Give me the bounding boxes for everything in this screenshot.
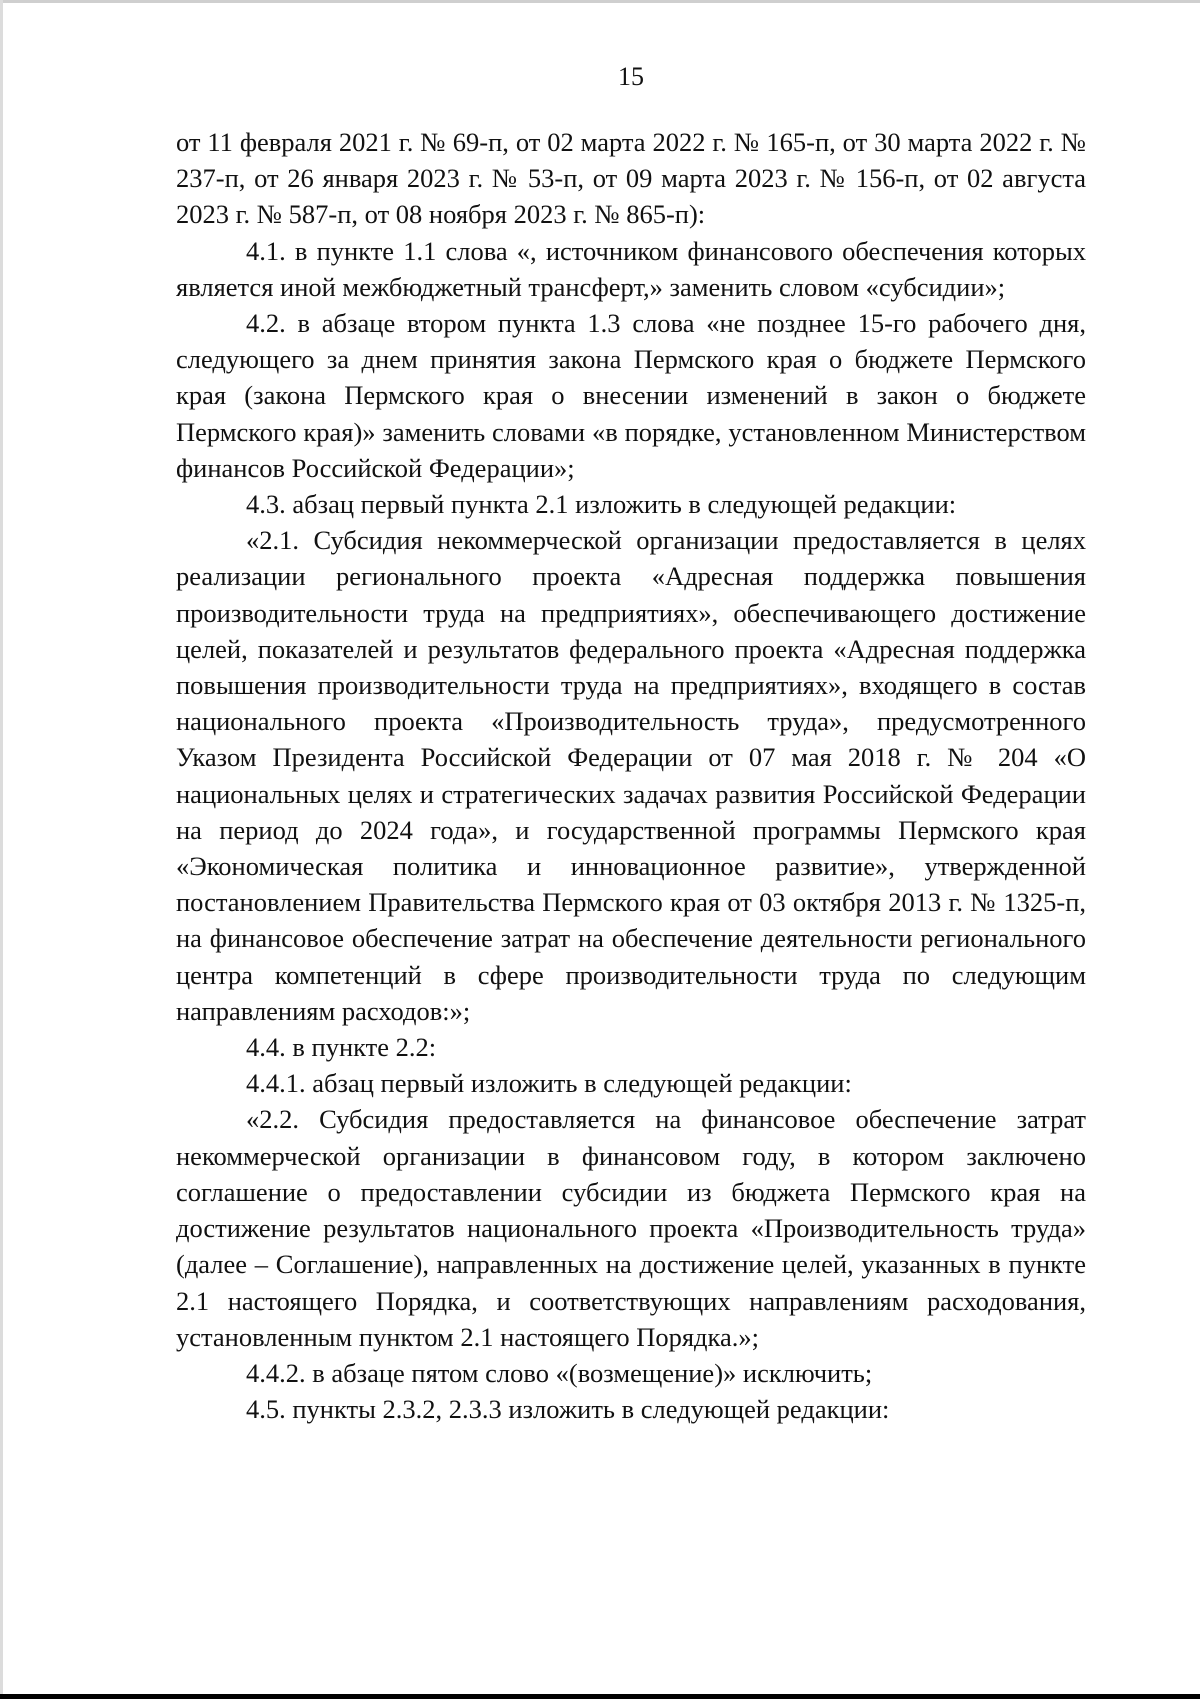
- scan-edge-top: [0, 0, 1200, 3]
- paragraph-4-4: 4.4. в пункте 2.2:: [246, 1032, 437, 1063]
- paragraph-4-3: 4.3. абзац первый пункта 2.1 изложить в следующей редакции:: [246, 489, 957, 520]
- paragraph-4-4-2: 4.4.2. в абзаце пятом слово «(возмещение)» исключить;: [246, 1357, 873, 1388]
- paragraph-4-4-1: 4.4.1. абзац первый изложить в следующей редакции:: [246, 1068, 852, 1099]
- paragraph-4-1: 4.1. в пункте 1.1 слова «, источником финансового обеспечения которых является иной межбюджетный трансферт,» заменить словом «субсидии»;: [176, 235, 1086, 302]
- document-body: [176, 124, 1086, 1427]
- scan-edge-left: [0, 0, 3, 1699]
- scan-edge-bottom: [0, 1694, 1200, 1699]
- paragraph-2-1-quote: «2.1. Субсидия некоммерческой организации предоставляется в целях реализации регионального проекта «Адресная поддержка повышения производительности труда на предприятиях», обеспечивающего достижение целей, показателей и результатов федерального проекта «Адресная поддержка повышения производительности труда на предприятиях», входящего в состав национального проекта «Производительность труда», предусмотренного Указом Президента Российской Федерации от 07 мая 2018 г. № 204 «О национальных целях и стратегических задачах развития Российской Федерации на период до 2024 года», и государственной программы Пермского края «Экономическая политика и инновационное развитие», утвержденной постановлением Правительства Пермского края от 03 октября 2013 г. № 1325-п, на финансовое обеспечение затрат на обеспечение деятельности регионального центра компетенций в сфере производительности труда по следующим направлениям расходов:»;: [176, 525, 1086, 1026]
- page-number: 15: [618, 62, 644, 91]
- paragraph-2-2-quote: «2.2. Субсидия предоставляется на финансовое обеспечение затрат некоммерческой организации в финансовом году, в котором заключено соглашение о предоставлении субсидии из бюджета Пермского края на достижение результатов национального проекта «Производительность труда» (далее – Соглашение), направленных на достижение целей, указанных в пункте 2.1 настоящего Порядка, и соответствующих направлениям расходования, установленным пунктом 2.1 настоящего Порядка.»;: [176, 1104, 1086, 1352]
- paragraph-4-5: 4.5. пункты 2.3.2, 2.3.3 изложить в следующей редакции:: [246, 1394, 890, 1425]
- paragraph-continuation: от 11 февраля 2021 г. № 69-п, от 02 марта 2022 г. № 165-п, от 30 марта 2022 г. № 237-п, от 26 января 2023 г. № 53-п, от 09 марта 2023 г. № 156-п, от 02 августа 2023 г. № 587-п, от 08 ноября 2023 г. № 865-п):: [176, 127, 1086, 230]
- paragraph-4-2: 4.2. в абзаце втором пункта 1.3 слова «не позднее 15-го рабочего дня, следующего за днем принятия закона Пермского края о бюджете Пермского края (закона Пермского края о внесении изменений в закон о бюджете Пермского края)» заменить словами «в порядке, установленном Министерством финансов Российской Федерации»;: [176, 308, 1086, 483]
